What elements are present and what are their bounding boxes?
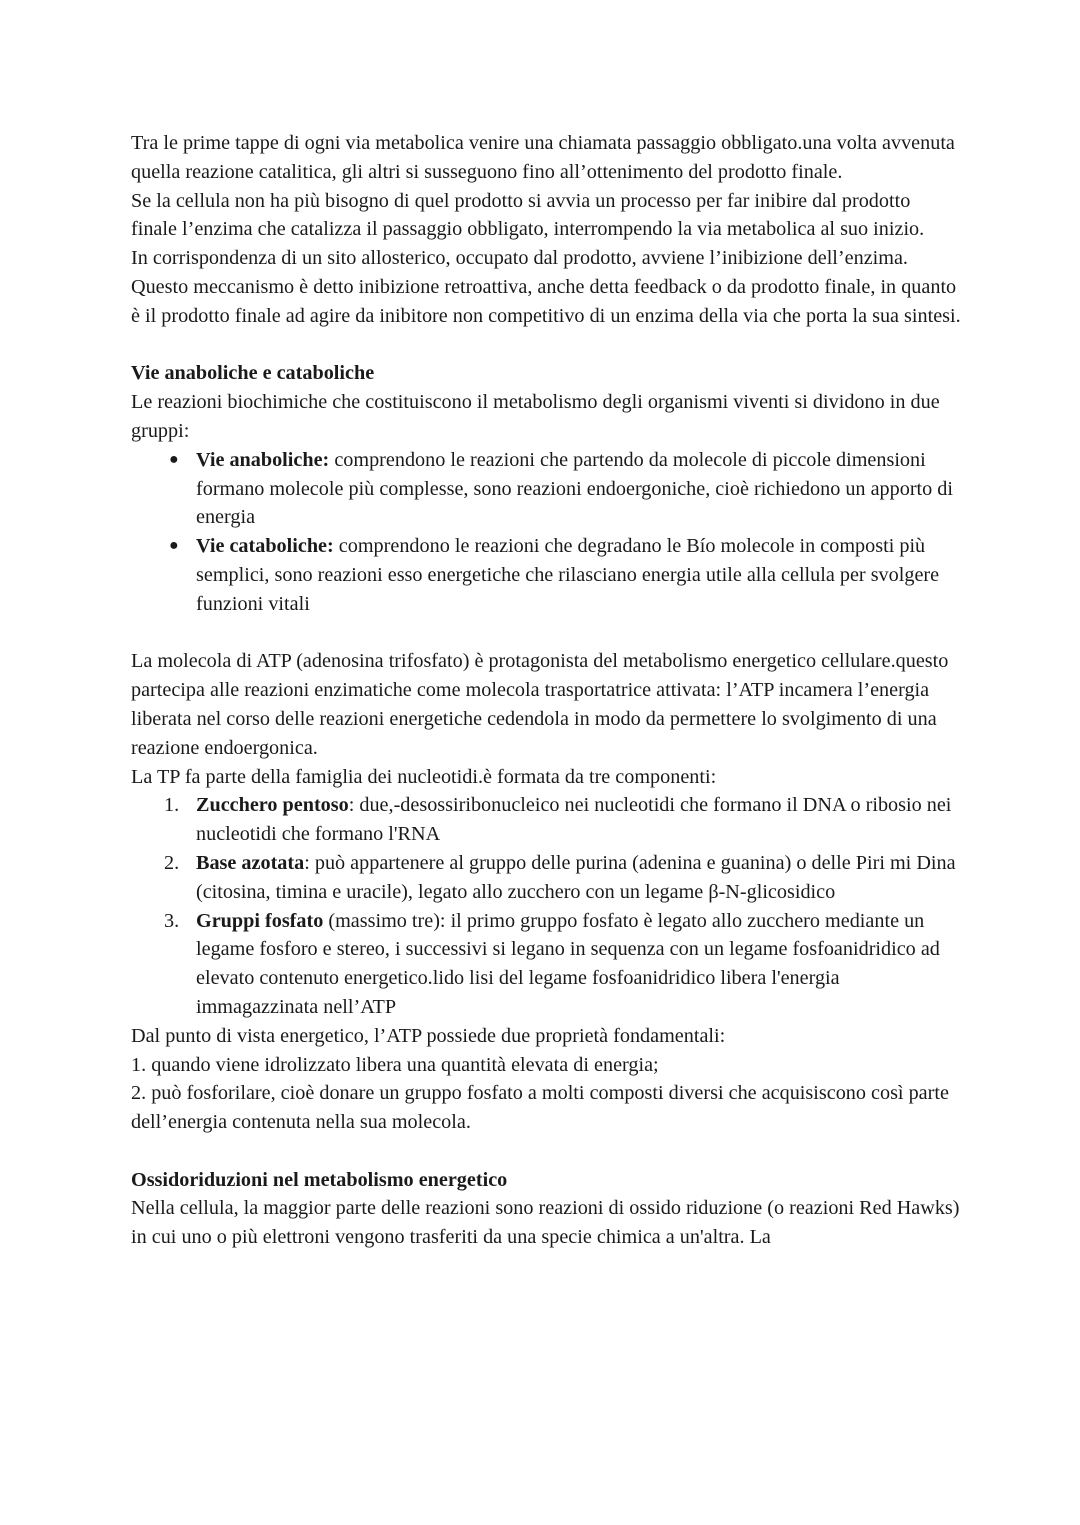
bullet-list-vie (131, 446, 961, 619)
intro-paragraph-3: In corrispondenza di un sito allosterico, occupato dal prodotto, avviene l’inibizione dell’enzima. (131, 247, 908, 270)
list-item (131, 907, 961, 1022)
list-item-term: Vie anaboliche: (196, 448, 330, 471)
document-page (131, 129, 961, 1252)
list-item-number: 2. (164, 851, 180, 874)
list-item-text: (massimo tre): il primo gruppo fosfato è legato allo zucchero mediante un legame fosforo e stereo, i successivi si legano in sequenza con un legame fosfoanidridico ad elevato contenuto energetico.lido lisi del legame fosfoanidridico libera l'energia immagazzinata nell’ATP (196, 909, 940, 1018)
list-item (131, 791, 961, 849)
section-vie-intro: Le reazioni biochimiche che costituiscono il metabolismo degli organismi viventi si dividono in due gruppi: (131, 391, 940, 442)
section-heading-vie: Vie anaboliche e cataboliche (131, 362, 375, 385)
list-item (131, 849, 961, 907)
list-item-term: Vie cataboliche: (196, 535, 334, 558)
list-item-term: Zucchero pentoso (196, 794, 349, 817)
list-item-text: comprendono le reazioni che degradano le Bío molecole in composti più semplici, sono reazioni esso energetiche che rilasciano energia utile alla cellula per svolgere funzioni vitali (196, 535, 940, 615)
redox-paragraph-1: Nella cellula, la maggior parte delle reazioni sono reazioni di ossido riduzione (o reazioni Red Hawks) in cui uno o più elettroni vengono trasferiti da una specie chimica a un'altra. La (131, 1197, 960, 1249)
numbered-list-atp (131, 791, 961, 1021)
section-heading-redox: Ossidoriduzioni nel metabolismo energetico (131, 1168, 508, 1191)
list-item (131, 532, 961, 618)
intro-paragraph-4: Questo meccanismo è detto inibizione retroattiva, anche detta feedback o da prodotto finale, in quanto è il prodotto finale ad agire da inibitore non competitivo di un enzima della via che porta la sua sintesi. (131, 275, 961, 327)
atp-paragraph-3: Dal punto di vista energetico, l’ATP possiede due proprietà fondamentali: (131, 1024, 726, 1047)
list-item-number: 1. (164, 794, 180, 817)
list-item-term: Base azotata (196, 851, 305, 874)
bullet-icon: ● (169, 537, 179, 555)
bullet-icon: ● (169, 450, 179, 468)
list-item-text: : può appartenere al gruppo delle purina (adenina e guanina) o delle Piri mi Dina (citosina, timina e uracile), legato allo zucchero con un legame β-N-glicosidico (196, 851, 956, 903)
spacer (131, 619, 961, 648)
atp-paragraph-2: La TP fa parte della famiglia dei nucleotidi.è formata da tre componenti: (131, 765, 717, 788)
list-item-number: 3. (164, 909, 180, 932)
atp-paragraph-4: 1. quando viene idrolizzato libera una quantità elevata di energia; (131, 1053, 659, 1076)
atp-paragraph-5: 2. può fosforilare, cioè donare un gruppo fosfato a molti composti diversi che acquisiscono così parte dell’energia contenuta nella sua molecola. (131, 1082, 949, 1134)
list-item-text: : due,-desossiribonucleico nei nucleotidi che formano il DNA o ribosio nei nucleotidi che formano l'RNA (196, 794, 952, 846)
intro-paragraph-1: Tra le prime tappe di ogni via metabolica venire una chiamata passaggio obbligato.una volta avvenuta quella reazione catalitica, gli altri si susseguono fino all’ottenimento del prodotto finale. (131, 132, 955, 183)
atp-paragraph-1: La molecola di ATP (adenosina trifosfato) è protagonista del metabolismo energetico cellulare.questo partecipa alle reazioni enzimatiche come molecola trasportatrice attivata: l’ATP incamera l’energia liberata nel corso delle reazioni energetiche cedendola in modo da permettere lo svolgimento di una reazione endoergonica. (131, 650, 949, 759)
list-item-term: Gruppi fosfato (196, 909, 324, 932)
list-item (131, 446, 961, 532)
spacer (131, 1137, 961, 1166)
spacer (131, 331, 961, 360)
intro-paragraph-2: Se la cellula non ha più bisogno di quel prodotto si avvia un processo per far inibire dal prodotto finale l’enzima che catalizza il passaggio obbligato, interrompendo la via metabolica al suo inizio. (131, 189, 925, 241)
list-item-text: comprendono le reazioni che partendo da molecole di piccole dimensioni formano molecole più complesse, sono reazioni endoergoniche, cioè richiedono un apporto di energia (196, 448, 953, 529)
